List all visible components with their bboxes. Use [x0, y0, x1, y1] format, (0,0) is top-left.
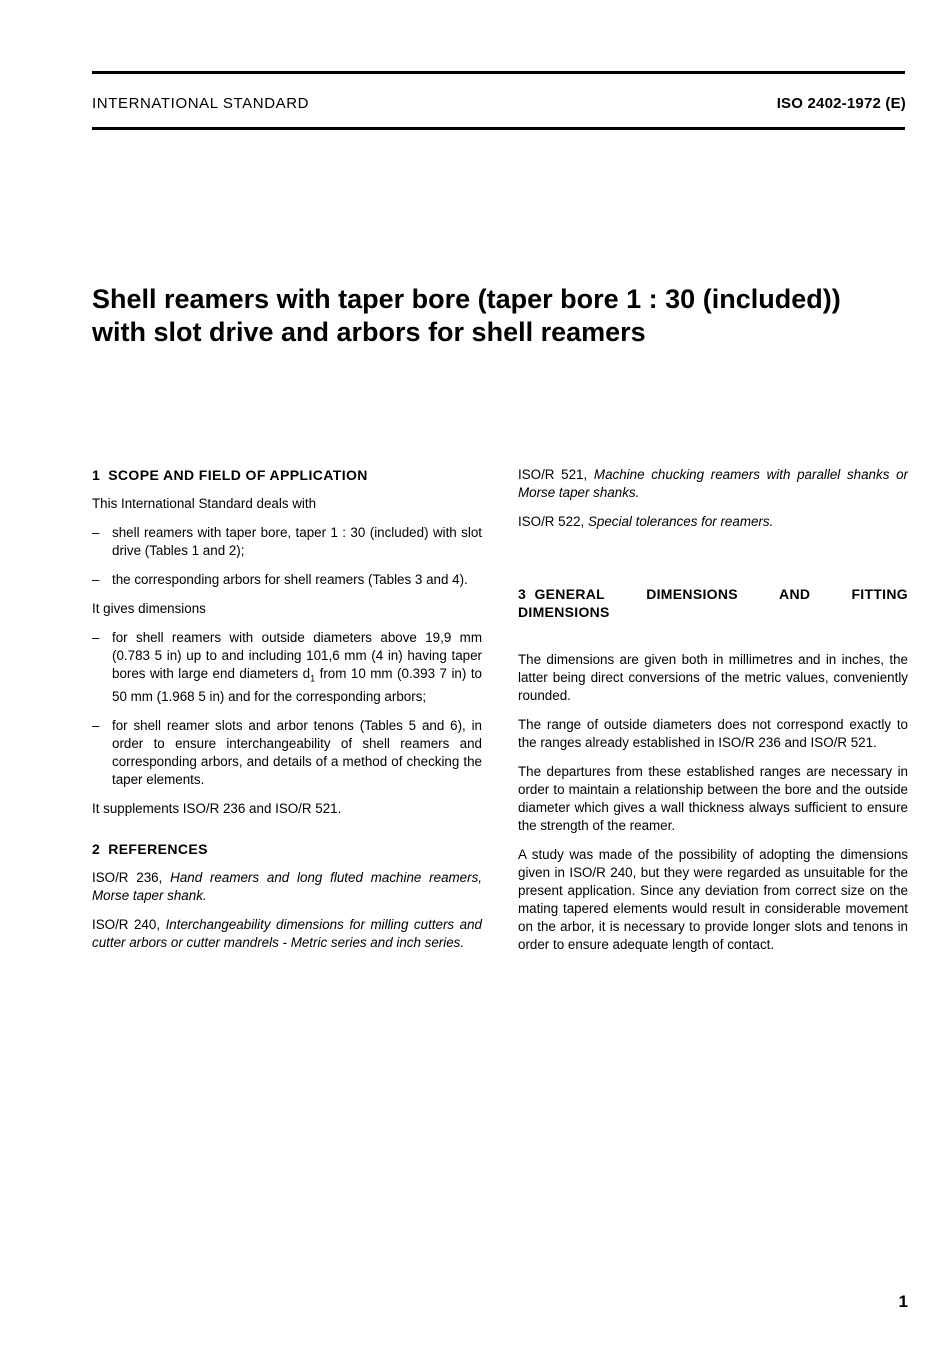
right-column [518, 466, 908, 965]
header-top-rule [92, 71, 905, 74]
page-number: 1 [898, 1292, 908, 1311]
section-3-paragraph-2: The range of outside diameters does not correspond exactly to the ranges already established in ISO/R 236 and ISO/R 521. [518, 717, 908, 750]
dimension-item-2: – for shell reamer slots and arbor tenons (Tables 5 and 6), in order to ensure interchangeability of shell reamers and corresponding arbors, and details of a method of checking the taper elements. [92, 717, 482, 787]
reference-1: ISO/R 236, Hand reamers and long fluted machine reamers, Morse taper shank. [92, 869, 482, 903]
reference-3: ISO/R 521, Machine chucking reamers with parallel shanks or Morse taper shanks. [518, 467, 908, 500]
document-type-label: INTERNATIONAL STANDARD [92, 95, 310, 112]
section-3-heading-line-2: DIMENSIONS [518, 604, 610, 620]
reference-4: ISO/R 522, Special tolerances for reamers. [518, 514, 774, 529]
section-3-heading-word-2: DIMENSIONS [646, 586, 738, 602]
section-3-paragraph-4: A study was made of the possibility of adopting the dimensions given in ISO/R 240, but they were regarded as unsuitable for the present application. Since any deviation from correct size on the mating tapered elements would result in considerable movement on the arbor, it is necessary to provide longer slots and tenons in order to ensure adequate length of contact. [518, 847, 908, 952]
dimension-item-1: – for shell reamers with outside diameters above 19,9 mm (0.783 5 in) up to and including 101,6 mm (4 in) having taper bores with large end diameters $d_1$ from 10 mm (0.393 7 in) to 50 mm (1.968 5 in) and for the corresponding arbors; [92, 630, 482, 704]
section-1-number: 1 [92, 467, 101, 483]
reference-2: ISO/R 240, Interchangeability dimensions for milling cutters and cutter arbors or cutter mandrels - Metric series and inch series. [92, 916, 482, 950]
title-line-1: Shell reamers with taper bore (taper bore 1 : 30 (included)) [92, 284, 841, 314]
document-title [92, 283, 922, 349]
section-1-supplements: It supplements ISO/R 236 and ISO/R 521. [92, 800, 342, 816]
section-3-paragraph-1: The dimensions are given both in millimetres and in inches, the latter being direct conversions of the metric values, conveniently rounded. [518, 652, 908, 703]
title-line-2: with slot drive and arbors for shell reamers [92, 317, 646, 347]
section-2-title: REFERENCES [108, 840, 208, 857]
section-3-paragraph-3: The departures from these established ranges are necessary in order to maintain a relationship between the bore and the outside diameter which gives a wall thickness always sufficient to ensure the strength of the reamer. [518, 764, 908, 833]
header-bottom-rule [92, 127, 905, 130]
section-2-number: 2 [92, 840, 101, 857]
section-1-intro: This International Standard deals with [92, 496, 317, 511]
section-3-heading-word-1: 3 GENERAL [518, 586, 606, 602]
scope-item-2: – the corresponding arbors for shell reamers (Tables 3 and 4). [92, 572, 468, 587]
section-3-heading [518, 585, 908, 621]
section-1-gives: It gives dimensions [92, 601, 206, 616]
section-3-heading-word-4: FITTING [851, 586, 908, 602]
section-1-title: SCOPE AND FIELD OF APPLICATION [108, 467, 368, 483]
section-1-heading [92, 466, 482, 484]
left-column [92, 466, 482, 963]
section-2-heading [92, 840, 482, 858]
scope-item-1: – shell reamers with taper bore, taper 1 : 30 (included) with slot drive (Tables 1 and 2); [92, 525, 482, 558]
section-3-heading-word-3: AND [779, 586, 811, 602]
standard-number: ISO 2402-1972 (E) [776, 95, 906, 112]
